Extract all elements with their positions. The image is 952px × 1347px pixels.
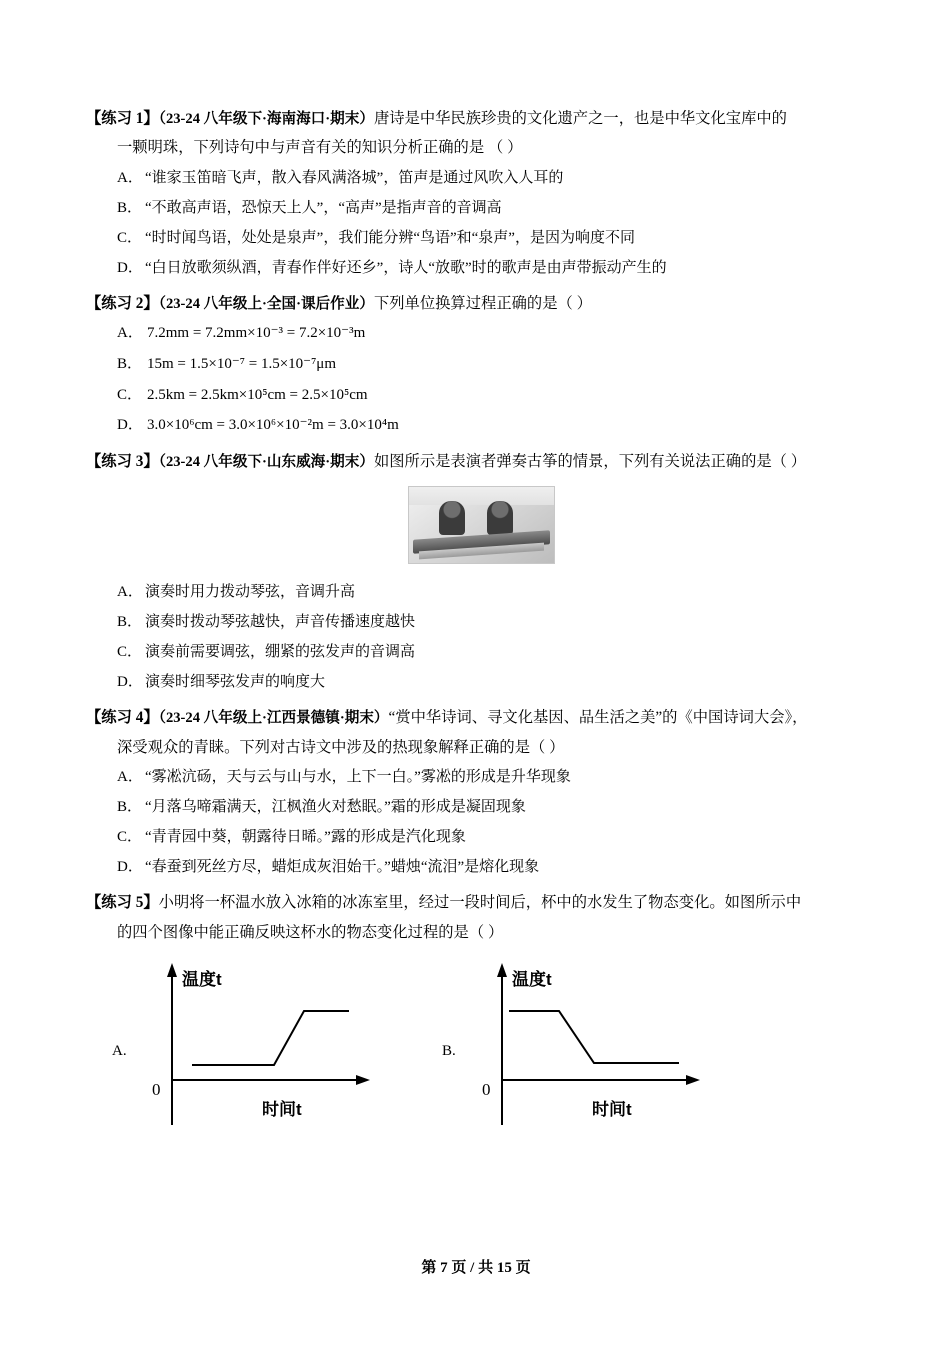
option-2b [86,349,876,380]
option-text: “白日放歌须纵酒，青春作伴好还乡”，诗人“放歌”时的歌声是由声带振动产生的 [145,259,667,276]
question-source-2: （23-24 八年级上·全国·课后作业） [158,295,374,312]
option-4a [86,762,876,792]
question-block-5 [86,888,876,1140]
graph-a-svg [134,955,434,1135]
graph-b-xlabel: 时间t [592,1099,632,1119]
option-1d [86,253,876,283]
performer-figure [487,501,513,535]
option-letter: D． [117,674,143,691]
option-letter: B． [117,355,143,372]
option-letter: B． [117,614,143,631]
question-text-5b: 的四个图像中能正确反映这杯水的物态变化过程的是（ ） [117,923,504,941]
option-letter: C． [117,829,143,846]
question-source-3: （23-24 八年级下·山东威海·期末） [158,454,374,471]
question-block-1 [86,104,876,283]
option-math: 3.0×10⁶cm = 3.0×10⁶×10⁻²m = 3.0×10⁴m [147,417,399,434]
question-label-5: 【练习 5】 [86,894,159,912]
page-content [86,104,876,1146]
option-3c [86,637,876,667]
question-block-4 [86,703,876,882]
question-stem-4 [86,703,876,762]
option-text: 演奏时用力拨动琴弦，音调升高 [145,584,356,601]
question-stem-1 [86,104,876,163]
graph-a-xlabel: 时间t [262,1099,302,1119]
question-text-5a: 小明将一杯温水放入冰箱的冰冻室里，经过一段时间后，杯中的水发生了物态变化。如图所示中 [158,894,802,912]
option-text: “不敢高声语，恐惊天上人”，“高声”是指声音的音调高 [145,199,502,216]
option-text: “春蚕到死丝方尽，蜡炬成灰泪始干。”蜡烛“流泪”是熔化现象 [145,859,540,876]
option-text: “谁家玉笛暗飞声，散入春风满洛城”，笛声是通过风吹入人耳的 [145,169,564,186]
question-label-2: 【练习 2】 [86,294,159,312]
question-stem-3 [86,447,876,476]
option-text: “月落乌啼霜满天，江枫渔火对愁眠。”霜的形成是凝固现象 [145,799,526,816]
graph-option-b [442,955,772,1135]
graph-b-ylabel: 温度t [512,969,552,989]
option-4d [86,852,876,882]
option-letter: A． [117,325,143,342]
option-4b [86,792,876,822]
option-1c [86,223,876,253]
graph-a-origin: 0 [152,1079,161,1099]
option-letter: A． [117,169,143,186]
question-stem-2 [86,289,876,318]
question-stem-5 [86,888,876,947]
option-letter: D． [117,259,143,276]
option-letter: A． [117,584,143,601]
question-text-4b: 深受观众的青睐。下列对古诗文中涉及的热现象解释正确的是（ ） [117,738,565,756]
question-text-1a: 唐诗是中华民族珍贵的文化遗产之一，也是中华文化宝库中的 [373,110,787,127]
option-letter: A． [117,769,143,786]
option-3b [86,607,876,637]
photo-backdrop [409,487,554,505]
question-text-1b: 一颗明珠，下列诗句中与声音有关的知识分析正确的是 （ ） [117,139,523,157]
option-text: 演奏时细琴弦发声的响度大 [145,674,326,691]
performer-figure [439,501,465,535]
option-2a [86,318,876,349]
option-letter: C． [117,386,143,403]
question-block-2 [86,289,876,441]
option-1b [86,193,876,223]
option-4c [86,822,876,852]
option-letter: B． [117,199,143,216]
option-math: 15m = 1.5×10⁻⁷ = 1.5×10⁻⁷μm [147,355,337,372]
option-letter: D． [117,859,143,876]
question-block-3 [86,447,876,697]
option-math: 2.5km = 2.5km×10⁵cm = 2.5×10⁵cm [147,386,368,403]
graph-b-letter: B. [442,1042,456,1059]
option-3d [86,667,876,697]
guzheng-photo [408,486,555,564]
page-footer: 第 7 页 / 共 15 页 [421,1260,531,1276]
graph-b-svg [464,955,764,1135]
option-letter: D． [117,417,143,434]
option-letter: B． [117,799,143,816]
option-text: 演奏时拨动琴弦越快，声音传播速度越快 [145,614,416,631]
option-3a [86,577,876,607]
option-2d [86,410,876,441]
option-1a [86,163,876,193]
option-text: “雾凇沆砀，天与云与山与水，上下一白。”雾凇的形成是升华现象 [145,769,571,786]
question-text-4a: “赏中华诗词、寻文化基因、品生活之美”的《中国诗词大会》， [388,709,808,727]
graph-a-ylabel: 温度t [182,969,222,989]
question-source-1: （23-24 八年级下·海南海口·期末） [158,111,374,127]
question-text-2: 下列单位换算过程正确的是（ ） [373,294,592,312]
graph-b-origin: 0 [482,1079,491,1099]
graph-a-letter: A. [112,1042,127,1059]
option-text: “青青园中葵，朝露待日晞。”露的形成是汽化现象 [145,829,466,846]
guzheng-figure [86,486,876,569]
question-label-3: 【练习 3】 [86,453,159,471]
question-text-3: 如图所示是表演者弹奏古筝的情景，下列有关说法正确的是（ ） [373,453,807,471]
question-label-4: 【练习 4】 [86,709,159,727]
option-text: 演奏前需要调弦，绷紧的弦发声的音调高 [145,644,416,661]
option-letter: C． [117,644,143,661]
graph-options [86,955,876,1140]
option-2c [86,380,876,411]
question-source-4: （23-24 八年级上·江西景德镇·期末） [158,710,389,727]
option-letter: C． [117,229,143,246]
option-math: 7.2mm = 7.2mm×10⁻³ = 7.2×10⁻³m [147,325,366,342]
graph-option-a [112,955,442,1135]
option-text: “时时闻鸟语，处处是泉声”，我们能分辨“鸟语”和“泉声”，是因为响度不同 [145,229,635,246]
question-label-1: 【练习 1】 [86,110,159,127]
